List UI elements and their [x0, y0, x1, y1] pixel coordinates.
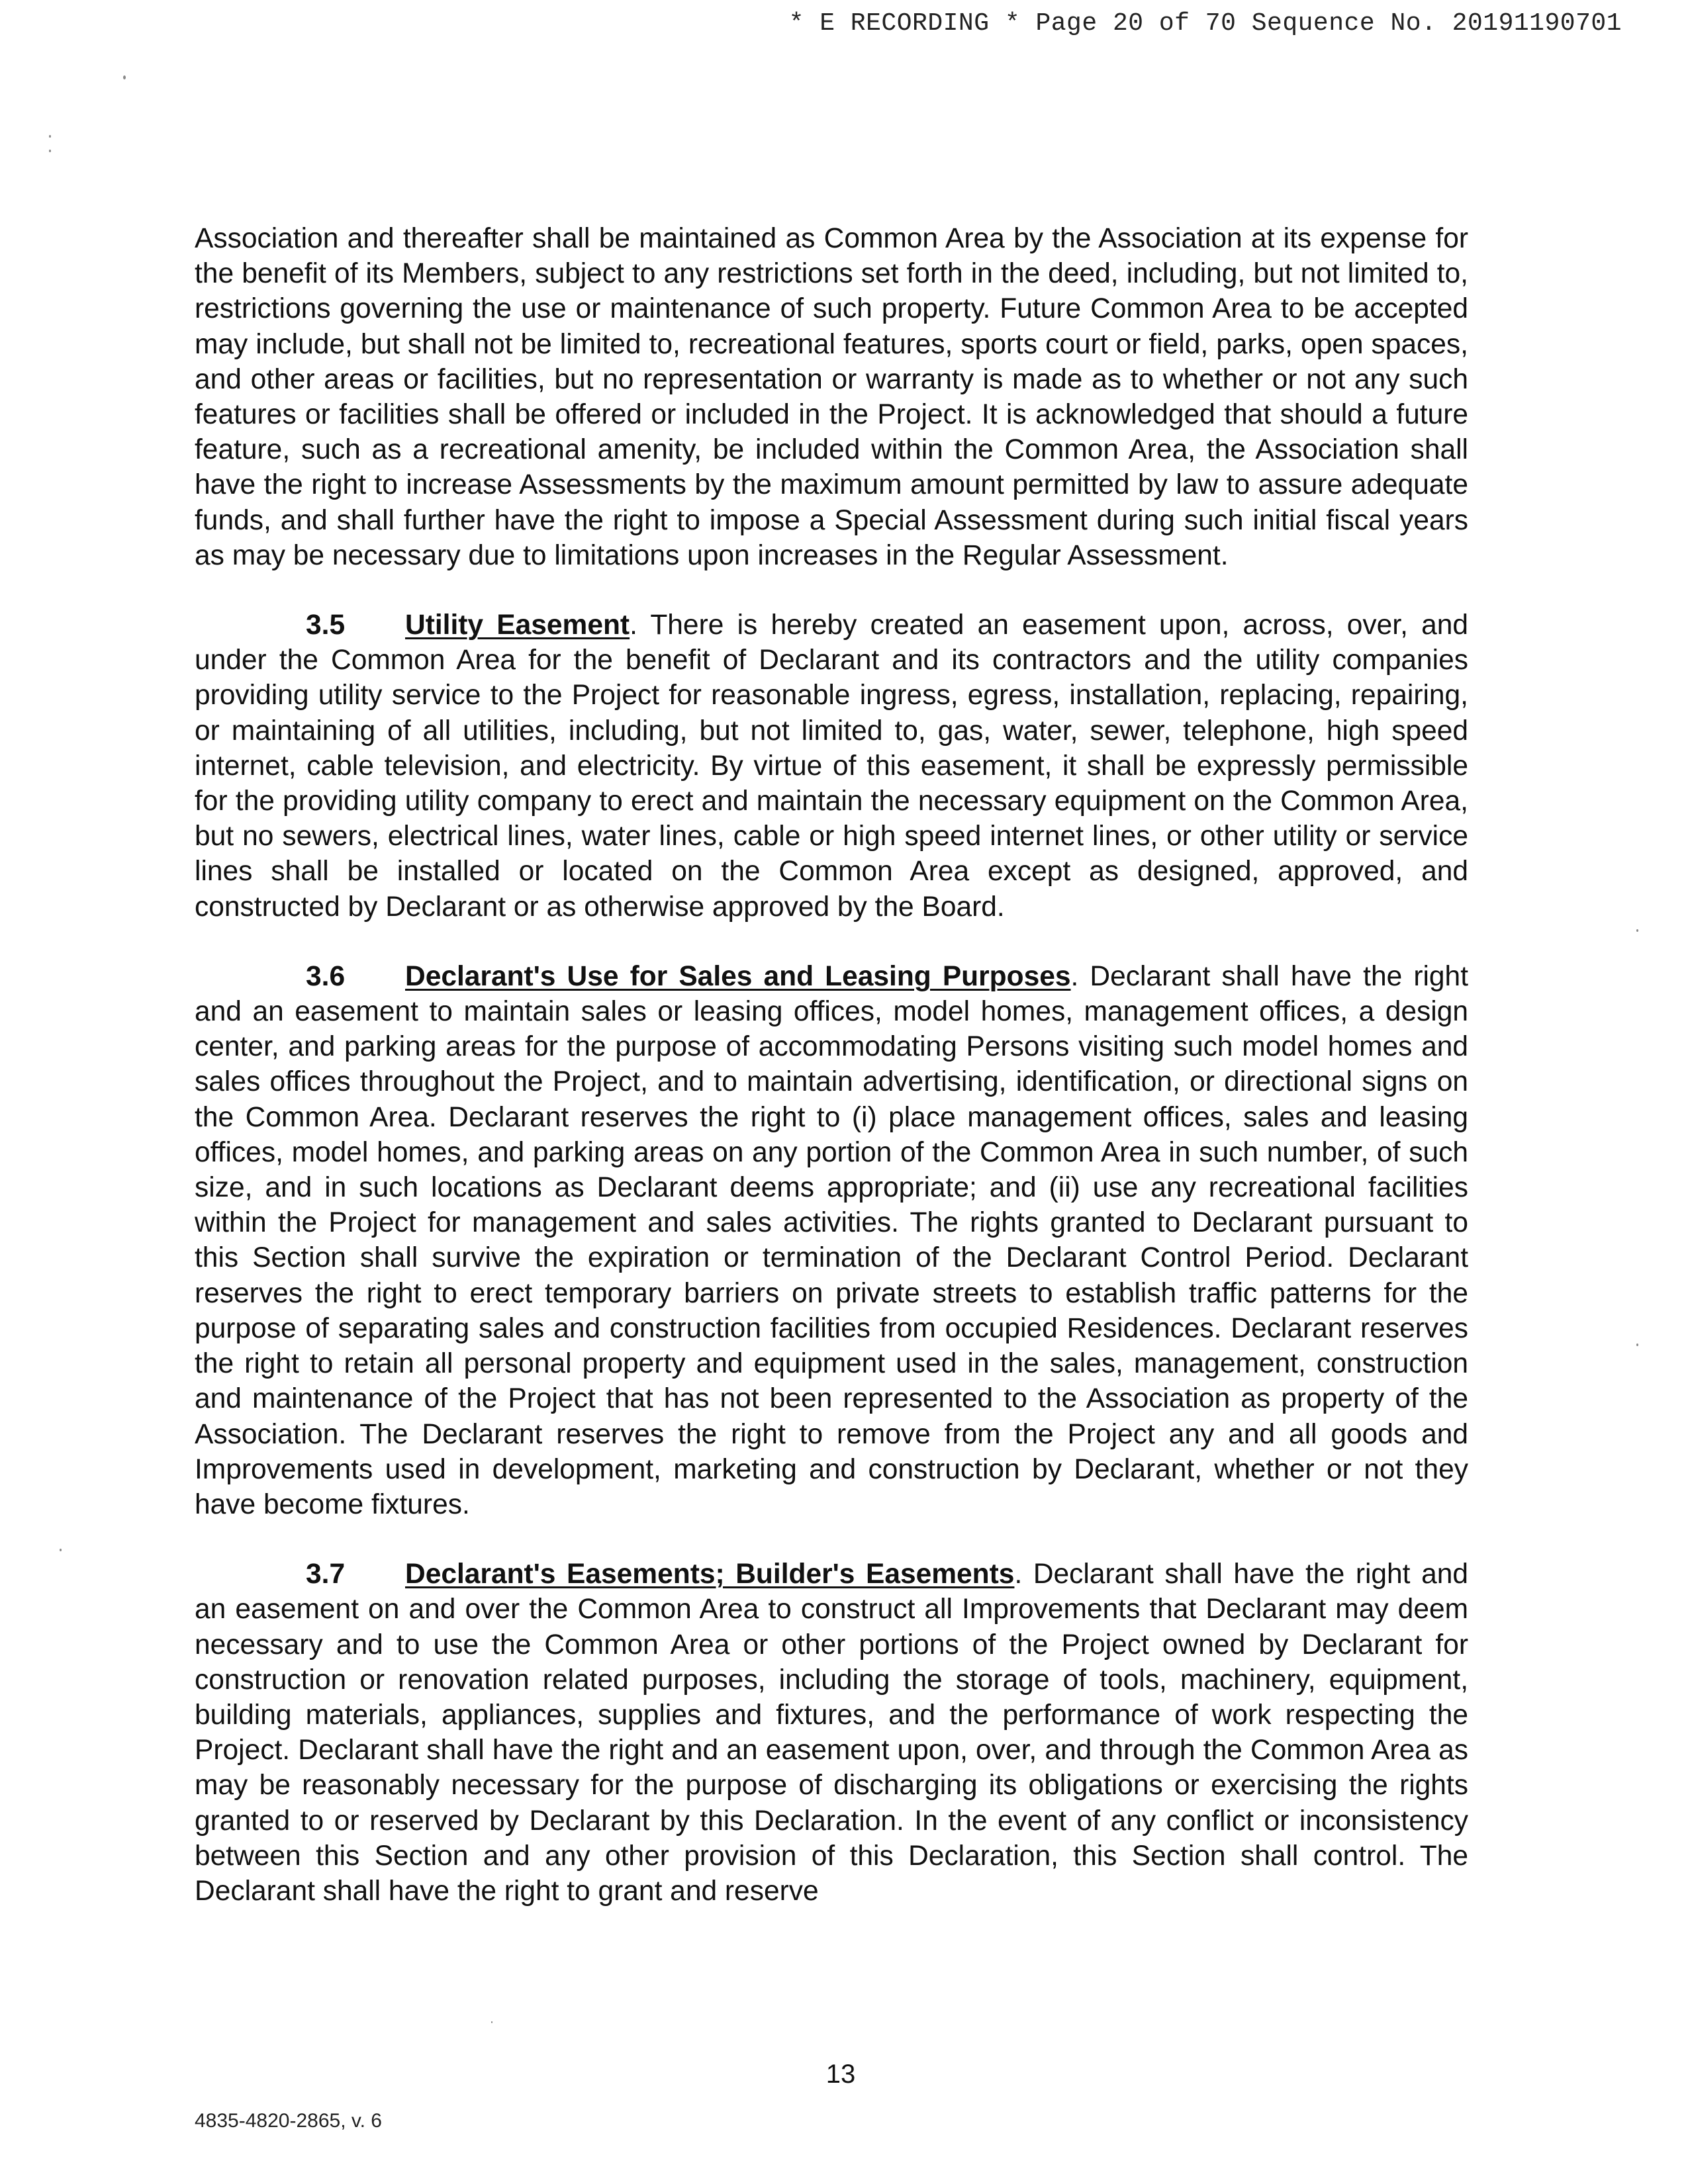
section-number: 3.7 — [306, 1559, 346, 1590]
section-title: Declarant's Use for Sales and Leasing Purposes — [405, 960, 1071, 992]
section-3-7-declarant-easements — [195, 1557, 1468, 1909]
scan-speck — [1636, 1343, 1638, 1346]
section-text: . There is hereby created an easement upon, across, over, and under the Common Area for the benefit of Declarant and its contractors and the utility companies providing utility service to the Project for reasonable ingress, egress, installation, replacing, repairing, or maintaining of all utilities, including, but not limited to, gas, water, sewer, telephone, high speed internet, cable television, and electricity. By virtue of this easement, it shall be expressly permissible for the providing utility company to erect and maintain the necessary equipment on the Common Area, but no sewers, electrical lines, water lines, cable or high speed internet lines, or other utility or service lines shall be installed or located on the Common Area except as designed, approved, and constructed by Declarant or as otherwise approved by the Board. — [195, 610, 1468, 923]
continuation-paragraph: Association and thereafter shall be maintained as Common Area by the Association at its expense for the benefit of its Members, subject to any restrictions set forth in the deed, including, but not limited to, restrictions governing the use or maintenance of such property. Future Common Area to be accepted may include, but shall not be limited to, recreational features, sports court or field, parks, open spaces, and other areas or facilities, but no representation or warranty is made as to whether or not any such features or facilities shall be offered or included in the Project. It is acknowledged that should a future feature, such as a recreational amenity, be included within the Common Area, the Association shall have the right to increase Assessments by the maximum amount permitted by law to assure adequate funds, and shall further have the right to impose a Special Assessment during such initial fiscal years as may be necessary due to limitations upon increases in the Regular Assessment. — [195, 223, 1468, 571]
scan-speck — [1636, 929, 1638, 932]
document-id-footer: 4835-4820-2865, v. 6 — [195, 2110, 382, 2132]
recording-stamp-header: * E RECORDING * Page 20 of 70 Sequence No. 20191190701 — [788, 9, 1622, 38]
section-3-6-sales-leasing — [195, 959, 1468, 1522]
scan-speck — [491, 2021, 492, 2023]
section-text: . Declarant shall have the right and an easement on and over the Common Area to construct all Improvements that Declarant may deem necessary and to use the Common Area or other portions of the Project owned by Declarant for construction or renovation related purposes, including the storage of tools, machinery, equipment, building materials, appliances, supplies and fixtures, and the performance of work respecting the Project. Declarant shall have the right and an easement upon, over, and through the Common Area as may be reasonably necessary for the purpose of discharging its obligations or exercising the rights granted to or reserved by Declarant by this Declaration. In the event of any conflict or inconsistency between this Section and any other provision of this Declaration, this Section shall control. The Declarant shall have the right to grant and reserve — [195, 1559, 1469, 1907]
section-title: Utility Easement — [405, 610, 630, 641]
section-title: Declarant's Easements; Builder's Easements — [405, 1559, 1015, 1590]
section-3-5-utility-easement — [195, 608, 1468, 925]
section-number: 3.5 — [306, 610, 346, 641]
scan-speck — [60, 1549, 62, 1551]
section-number: 3.6 — [306, 960, 346, 992]
scan-speck — [49, 150, 51, 152]
section-text: . Declarant shall have the right and an easement to maintain sales or leasing offices, model homes, management offices, a design center, and parking areas for the purpose of accommodating Persons visiting such model homes and sales offices throughout the Project, and to maintain advertising, identification, or directional signs on the Common Area. Declarant reserves the right to (i) place management offices, sales and leasing offices, model homes, and parking areas on any portion of the Common Area in such number, of such size, and in such locations as Declarant deems appropriate; and (ii) use any recreational facilities within the Project for management and sales activities. The rights granted to Declarant pursuant to this Section shall survive the expiration or termination of the Declarant Control Period. Declarant reserves the right to erect temporary barriers on private streets to establish traffic patterns for the purpose of separating sales and construction facilities from occupied Residences. Declarant reserves the right to retain all personal property and equipment used in the sales, management, construction and maintenance of the Project that has not been represented to the Association as property of the Association. The Declarant reserves the right to remove from the Project any and all goods and Improvements used in development, marketing and construction by Declarant, whether or not they have become fixtures. — [195, 960, 1468, 1520]
scan-speck — [123, 75, 126, 79]
page-number: 13 — [825, 2060, 856, 2089]
document-body — [195, 221, 1468, 1943]
scan-speck — [49, 135, 51, 138]
